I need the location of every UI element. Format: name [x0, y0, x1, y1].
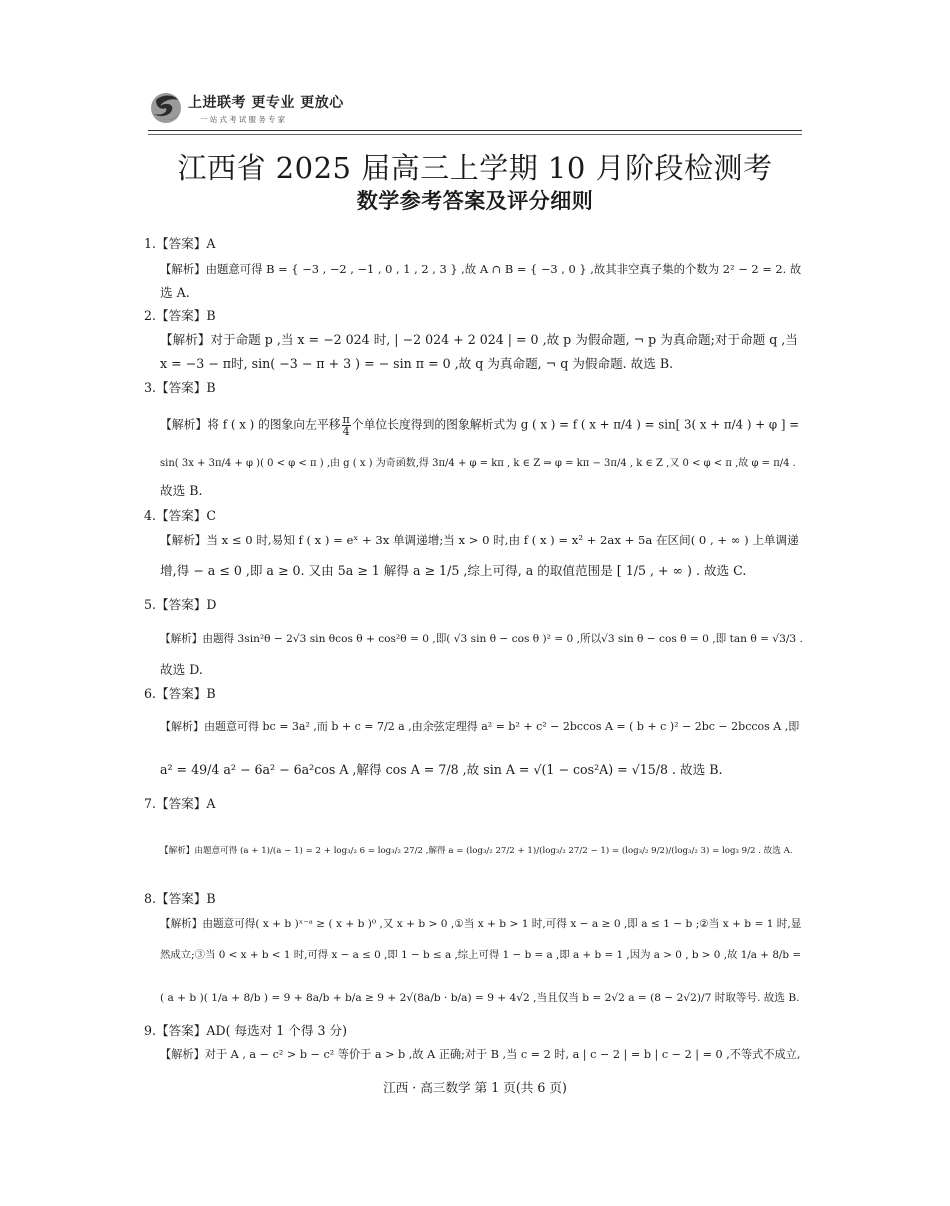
q9-analysis-line1: 【解析】对于 A , a − c² > b − c² 等价于 a > b ,故 A 正确;对于 B ,当 c = 2 时, a | c − 2 | = b | c − 2 | = 0 ,不等式不成立,: [160, 1048, 801, 1061]
brand-logo: [148, 88, 358, 132]
q6-analysis-line2: a² = 49/4 a² − 6a² − 6a²cos A ,解得 cos A = 7/8 ,故 sin A = √(1 − cos²A) = √15/8 . 故选 B.: [160, 762, 723, 777]
q5-analysis-line1: 【解析】由题得 3sin²θ − 2√3 sin θcos θ + cos²θ = 0 ,即( √3 sin θ − cos θ )² = 0 ,所以√3 sin θ − cos θ = 0 ,即 tan θ = √3/3 .: [160, 633, 803, 645]
header-rule-thin: [148, 134, 802, 135]
q2-analysis-line1: 【解析】对于命题 p ,当 x = −2 024 时, | −2 024 + 2 024 | = 0 ,故 p 为假命题, ¬ p 为真命题;对于命题 q ,当: [160, 332, 798, 347]
q3-analysis-line3: 故选 B.: [160, 483, 203, 498]
q2-analysis-line2: x = −3 − π时, sin( −3 − π + 3 ) = − sin π = 0 ,故 q 为真命题, ¬ q 为假命题. 故选 B.: [160, 356, 674, 371]
q4-analysis-line2: 增,得 − a ≤ 0 ,即 a ≥ 0. 又由 5a ≥ 1 解得 a ≥ 1/5 ,综上可得, a 的取值范围是 [ 1/5 , + ∞ ) . 故选 C.: [160, 563, 747, 578]
q9-answer: 9.【答案】AD( 每选对 1 个得 3 分): [144, 1023, 348, 1038]
brand-subslogan: 一站式考试服务专家: [200, 115, 288, 124]
q7-answer: 7.【答案】A: [144, 796, 216, 811]
q3-answer: 3.【答案】B: [144, 380, 216, 395]
q6-analysis-line1: 【解析】由题意可得 bc = 3a² ,而 b + c = 7/2 a ,由余弦定理得 a² = b² + c² − 2bccos A = ( b + c )² − 2bc − 2bccos A ,即: [160, 720, 800, 733]
header-rule: [148, 130, 802, 131]
q5-answer: 5.【答案】D: [144, 597, 217, 612]
q5-analysis-line2: 故选 D.: [160, 662, 203, 677]
q8-answer: 8.【答案】B: [144, 891, 216, 906]
page-title: 江西省 2025 届高三上学期 10 月阶段检测考: [177, 151, 773, 185]
q1-analysis-line1: 【解析】由题意可得 B = { −3 , −2 , −1 , 0 , 1 , 2 , 3 } ,故 A ∩ B = { −3 , 0 } ,故其非空真子集的个数为 2² − 2 = 2. 故: [160, 262, 802, 276]
brand-slogan: 上进联考 更专业 更放心: [188, 95, 344, 111]
q3-analysis-part2: 个单位长度得到的图象解析式为 g ( x ) = f ( x + π/4 ) = sin[ 3( x + π/4 ) + φ ] =: [351, 417, 800, 432]
q7-analysis-line1: 【解析】由题意可得 (a + 1)/(a − 1) = 2 + log₃/₂ 6 = log₃/₂ 27/2 ,解得 a = (log₃/₂ 27/2 + 1)/(log₃/₂ 27/2 − 1) = (log₃/₂ 9/2)/(log₃/₂ 3) = log₃ 9/2 . 故选 A.: [160, 846, 793, 856]
q4-analysis-line1: 【解析】当 x ≤ 0 时,易知 f ( x ) = eˣ + 3x 单调递增;当 x > 0 时,由 f ( x ) = x² + 2ax + 5a 在区间( 0 , + ∞ ) 上单调递: [160, 533, 799, 547]
q3-analysis-line2: sin( 3x + 3π/4 + φ )( 0 < φ < π ) ,由 g ( x ) 为奇函数,得 3π/4 + φ = kπ , k ∈ Z ⇒ φ = kπ − 3π/4 , k ∈ Z ,又 0 < φ < π ,故 φ = π/4 .: [160, 458, 796, 469]
brand-emblem-icon: [148, 88, 188, 128]
q8-analysis-line1: 【解析】由题意可得( x + b )ˣ⁻ᵃ ≥ ( x + b )⁰ ,又 x + b > 0 ,①当 x + b > 1 时,可得 x − a ≥ 0 ,即 a ≤ 1 − b ;②当 x + b = 1 时,显: [160, 918, 802, 930]
q3-analysis-part1: 【解析】将 f ( x ) 的图象向左平移: [160, 417, 341, 432]
q4-answer: 4.【答案】C: [144, 508, 217, 523]
q8-analysis-line2: 然成立;③当 0 < x + b < 1 时,可得 x − a ≤ 0 ,即 1 − b ≤ a ,综上可得 1 − b = a ,即 a + b = 1 ,因为 a > 0 , b > 0 ,故 1/a + 8/b =: [160, 949, 802, 961]
page-footer: 江西 · 高三数学 第 1 页(共 6 页): [383, 1080, 567, 1095]
q6-answer: 6.【答案】B: [144, 686, 216, 701]
q1-analysis-line2: 选 A.: [160, 285, 190, 300]
fraction-pi-over-4: $\frac{\pi}{4}$: [342, 413, 350, 438]
page-subtitle: 数学参考答案及评分细则: [356, 189, 594, 213]
q3-analysis-line1: [160, 414, 799, 437]
q2-answer: 2.【答案】B: [144, 308, 216, 323]
q1-answer: 1.【答案】A: [144, 236, 216, 251]
q8-analysis-line3: ( a + b )( 1/a + 8/b ) = 9 + 8a/b + b/a ≥ 9 + 2√(8a/b · b/a) = 9 + 4√2 ,当且仅当 b = 2√2 a = (8 − 2√2)/7 时取等号. 故选 B.: [160, 992, 800, 1004]
